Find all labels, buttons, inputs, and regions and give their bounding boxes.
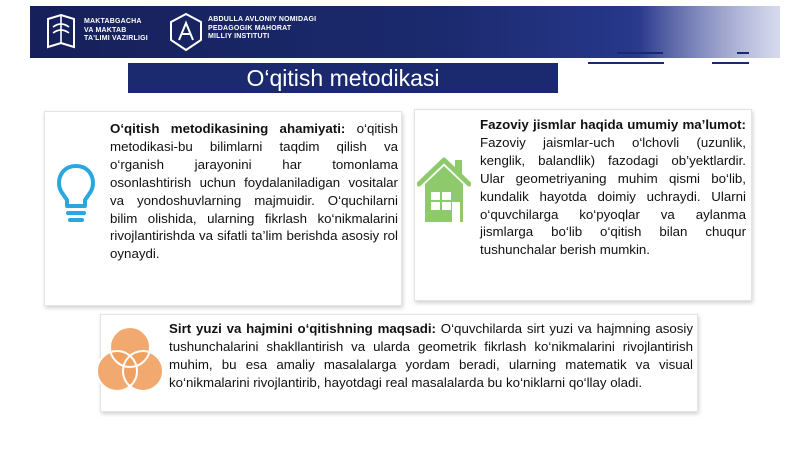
institute-name: ABDULLA AVLONIY NOMIDAGI PEDAGOGIK MAHORAT MILLIY INSTITUTI (208, 16, 317, 40)
card-text (480, 116, 746, 259)
card-heading: Fazoviy jismlar haqida umumiy ma’lumot: (480, 117, 746, 132)
decor-line (712, 62, 749, 64)
house-icon (417, 154, 471, 226)
decor-line (588, 62, 664, 64)
header-banner (30, 6, 780, 58)
book-emblem-icon (44, 13, 78, 51)
header-fade (640, 6, 780, 58)
venn-icon (95, 323, 165, 399)
card-heading: Sirt yuzi va hajmini o‘qitishning maqsadi: (169, 321, 436, 336)
page-title: O‘qitish metodikasi (128, 63, 558, 93)
card-body: O‘quvchilarda sirt yuzi va hajmning asosiy tushunchalarini shakllantirish va ularda geometrik fikrlash ko‘nikmalarini rivojlantirish muhim, bu esa amaliy masalalarga yordam beradi, ularning matematik va visual ko‘nikmalarini rivojlantirib, hayotdagi real masalalarda bu ko‘niklarni qo‘llay oladi. (169, 321, 694, 390)
ministry-name: MAKTABGACHA VA MAKTAB TA'LIMI VAZIRLIGI (84, 18, 148, 42)
card-heading: O‘qitish metodikasining ahamiyati: (110, 121, 346, 136)
institute-emblem-icon (168, 12, 204, 52)
card-text (169, 320, 693, 392)
card-spatial-bodies (414, 109, 752, 301)
card-body: Fazoviy jaismlar-uch o‘lchovli (uzunlik, kenglik, balandlik) fazodagi ob’yektlardir. Ular geometriyaning muhim qismi bo‘lib, kundalik hayotda doimiy uchraydi. Ularni o‘quvchilarga ko‘pyoqlar va aylanma jismlarga bo‘lib o‘qitish bilan chuqur tushunchalar berish mumkin. (480, 134, 746, 258)
card-teaching-methodology (44, 111, 402, 306)
card-surface-volume-goal (100, 314, 698, 412)
card-body: o‘qitish metodikasi-bu bilimlarni taqdim qilish va o‘rganish jarayonini har tomonlama osonlashtirish uchun foydalaniladigan vositalar va yondoshuvlarning majmuidir. O‘quchilarni bilim olishida, ularning fikrlash ko‘nikmalarini rivojlantirishda va sifatli ta’lim berishda asosiy rol oynaydi. (110, 121, 398, 262)
card-text (110, 120, 398, 263)
lightbulb-icon (55, 162, 97, 230)
decor-line (617, 52, 663, 54)
decor-line (737, 52, 749, 54)
